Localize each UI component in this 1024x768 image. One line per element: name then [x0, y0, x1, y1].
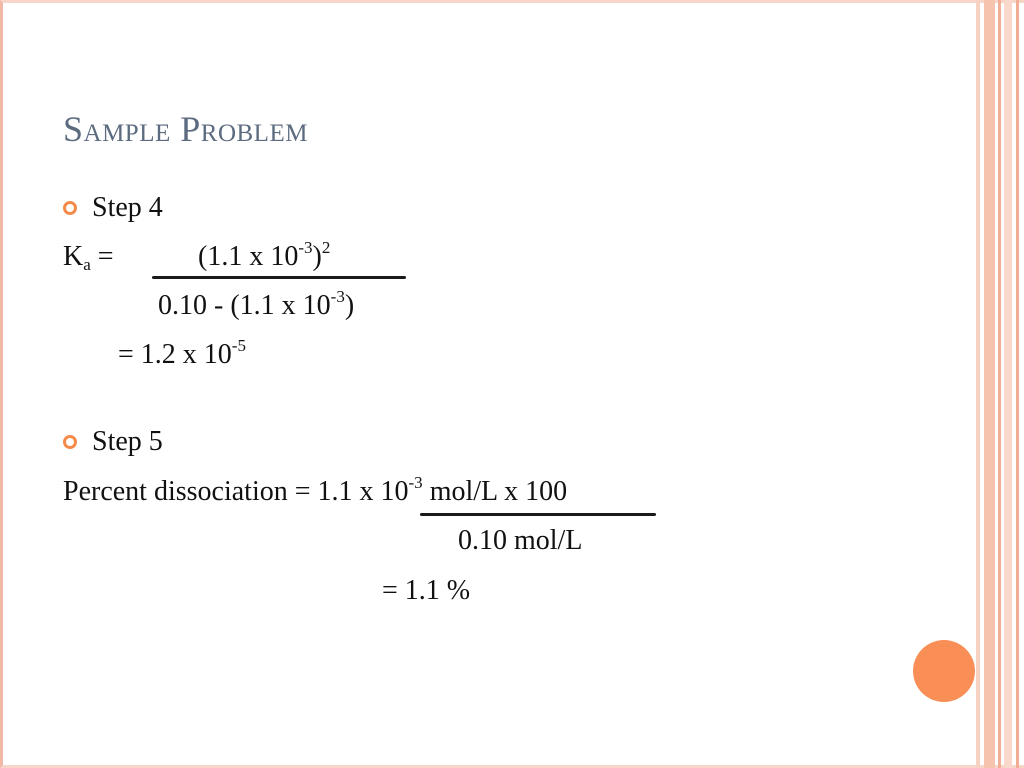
ka-symbol: K	[63, 241, 84, 272]
step5-label: Step 5	[92, 426, 163, 457]
stripe	[1004, 0, 1012, 768]
slide-title: Sample Problem	[63, 109, 308, 149]
ka-numerator-close: )	[312, 241, 322, 272]
bullet-icon	[63, 201, 77, 215]
ka-result-base: = 1.2 x 10	[118, 339, 232, 370]
ka-numerator	[198, 238, 331, 272]
ka-denominator	[158, 287, 355, 321]
percent-dissociation-line	[63, 473, 568, 507]
decorative-stripes	[974, 0, 1024, 768]
step4-label: Step 4	[92, 192, 163, 223]
percent-dissociation-lead: Percent dissociation =	[63, 476, 318, 507]
ka-result	[118, 336, 246, 370]
stripe	[976, 0, 980, 768]
ka-numerator-base: (1.1 x 10	[198, 241, 299, 272]
percent-numerator-exponent: -3	[408, 473, 423, 492]
ka-equals: =	[90, 241, 114, 272]
ka-numerator-exponent: -3	[298, 238, 313, 257]
stripe	[984, 0, 995, 768]
ka-subscript: a	[83, 255, 91, 274]
ka-result-exponent: -5	[231, 336, 246, 355]
ka-fraction-bar	[152, 276, 406, 279]
ka-label	[63, 241, 114, 274]
ka-denominator-exponent: -3	[330, 287, 345, 306]
percent-denominator: 0.10 mol/L	[458, 525, 583, 556]
percent-numerator-rest: mol/L x 100	[422, 476, 568, 507]
ka-denominator-base: 0.10 - (1.1 x 10	[158, 290, 331, 321]
bullet-icon	[63, 435, 77, 449]
stripe	[1016, 0, 1019, 768]
ka-denominator-close: )	[344, 290, 355, 321]
percent-fraction-bar	[420, 513, 656, 516]
percent-numerator-base: 1.1 x 10	[317, 476, 409, 507]
ka-numerator-power: 2	[321, 238, 331, 257]
stripe	[998, 0, 1001, 768]
accent-circle	[913, 640, 975, 702]
percent-result: = 1.1 %	[382, 575, 471, 606]
